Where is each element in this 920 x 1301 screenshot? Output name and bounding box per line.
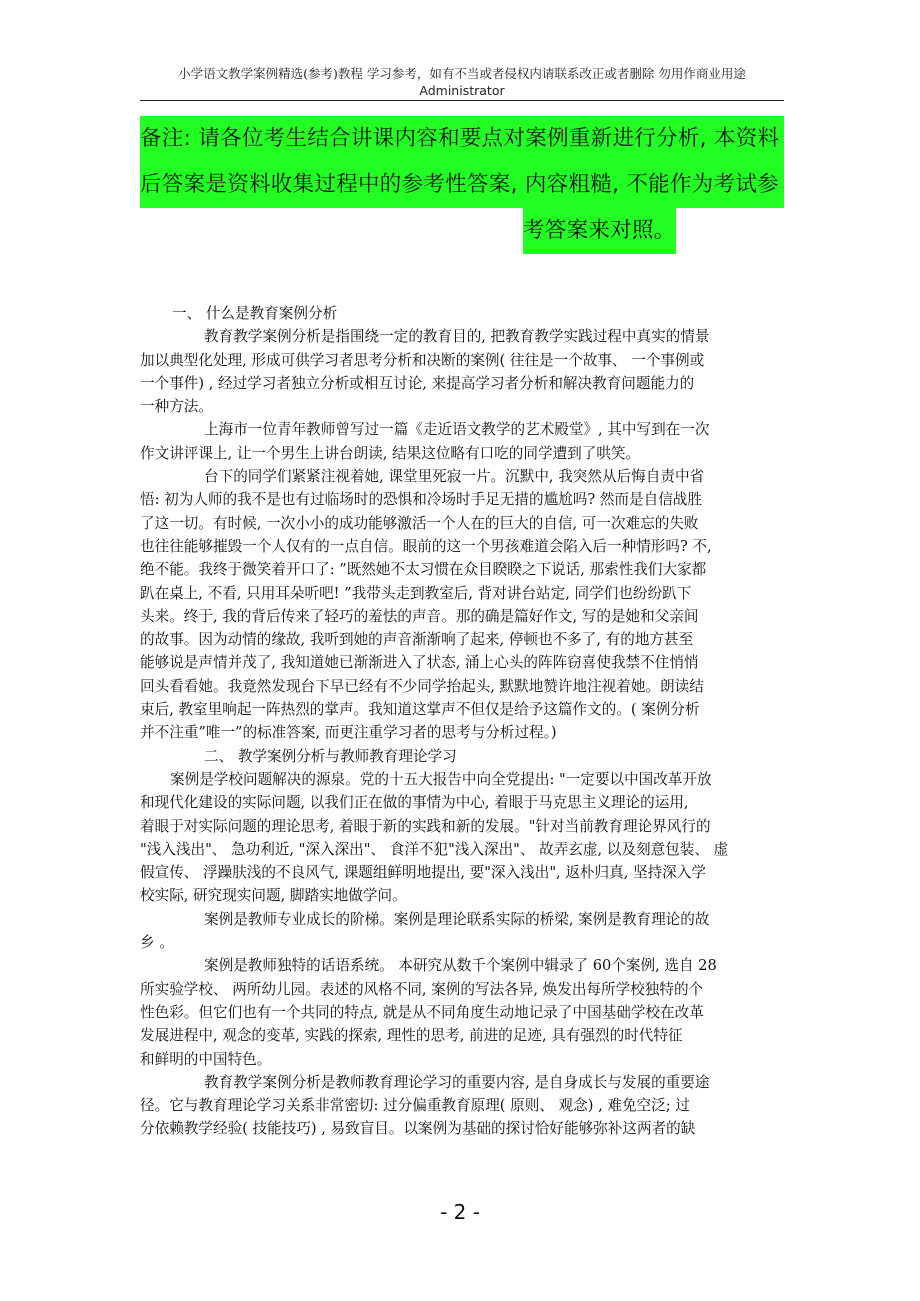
document-body — [140, 302, 790, 1141]
paragraph-line: 乡 。 — [140, 934, 174, 952]
paragraph-line: 并不注重”唯一”的标准答案, 而更注重学习者的思考与分析过程。) — [140, 724, 557, 742]
paragraph-line: 发展进程中, 观念的变革, 实践的探索, 理性的思考, 前进的足迹, 具有强烈的时代特征 — [140, 1027, 683, 1045]
paragraph-line: 也往往能够摧毁一个人仅有的一点自信。眼前的这一个男孩难道会陷入后一种情形吗? 不, — [140, 537, 712, 555]
paragraph-line: 案例是教师专业成长的阶梯。案例是理论联系实际的桥梁, 案例是教育理论的故 — [204, 910, 710, 928]
note-line: 后答案是资料收集过程中的参考性答案, 内容粗糙, 不能作为考试参 — [140, 162, 784, 208]
highlighted-note — [140, 116, 784, 254]
paragraph-line: 分依赖教学经验( 技能技巧) , 易致盲目。以案例为基础的探讨恰好能够弥补这两者的缺 — [140, 1120, 696, 1138]
paragraph-line: 悟: 初为人师的我不是也有过临场时的恐惧和冷场时手足无措的尴尬吗? 然而是自信战胜 — [140, 491, 702, 509]
paragraph-line: 所实验学校、 两所幼儿园。表述的风格不同, 案例的写法各异, 焕发出每所学校独特的个 — [140, 980, 704, 998]
paragraph-line: 径。它与教育理论学习关系非常密切: 过分偏重教育原理( 原则、 观念) , 难免空泛; 过 — [140, 1097, 690, 1115]
paragraph-line: 束后, 教室里响起一阵热烈的掌声。我知道这掌声不但仅是给予这篇作文的。( 案例分析 — [140, 701, 700, 719]
paragraph-line: 教育教学案例分析是教师教育理论学习的重要内容, 是自身成长与发展的重要途 — [204, 1073, 710, 1091]
paragraph-line: 趴在桌上, 不看, 只用耳朵听吧! ”我带头走到教室后, 背对讲台站定, 同学们也纷纷趴下 — [140, 584, 692, 602]
paragraph-line: 假宣传、 浮躁肤浅的不良风气, 课题组鲜明地提出, 要"深入浅出", 返朴归真, 坚持深入学 — [140, 864, 706, 882]
paragraph-line: 的故事。因为动情的缘故, 我听到她的声音渐渐响了起来, 停顿也不多了, 有的地方甚至 — [140, 631, 694, 649]
paragraph-line: 回头看看她。我竟然发现台下早已经有不少同学抬起头, 默默地赞许地注视着她。朗读结 — [140, 677, 704, 695]
paragraph-line: 和鲜明的中国特色。 — [140, 1050, 272, 1068]
paragraph-line: 头来。终于, 我的背后传来了轻巧的羞怯的声音。那的确是篇好作文, 写的是她和父亲间 — [140, 607, 699, 625]
paragraph-line: 台下的同学们紧紧注视着她, 课堂里死寂一片。沉默中, 我突然从后悔自责中省 — [204, 468, 705, 486]
header-title: 小学语文教学案例精选(参考)教程 学习参考，如有不当或者侵权内请联系改正或者删除 勿用作商业用途 — [178, 66, 746, 81]
paragraph-line: 教育教学案例分析是指围绕一定的教育目的, 把教育教学实践过程中真实的情景 — [204, 328, 710, 346]
paragraph-line: 校实际, 研究现实问题, 脚踏实地做学问。 — [140, 887, 407, 905]
paragraph-line: 和现代化建设的实际问题, 以我们正在做的事情为中心, 着眼于马克思主义理论的运用, — [140, 794, 689, 812]
note-line: 备注: 请各位考生结合讲课内容和要点对案例重新进行分析, 本资料 — [140, 116, 784, 162]
paragraph-line: 了这一切。有时候, 一次小小的成功能够激活一个人在的巨大的自信, 可一次难忘的失败 — [140, 514, 699, 532]
paragraph-line: 着眼于对实际问题的理论思考, 着眼于新的实践和新的发展。"针对当前教育理论界风行的 — [140, 817, 711, 835]
paragraph-line: 案例是学校问题解决的源泉。党的十五大报告中向全党提出: "一定要以中国改革开放 — [170, 770, 712, 788]
paragraph-line: 性色彩。但它们也有一个共同的特点, 就是从不同角度生动地记录了中国基础学校在改革 — [140, 1003, 704, 1021]
paragraph-line: 案例是教师独特的话语系统。 本研究从数千个案例中辑录了 60个案例, 选自 28 — [204, 957, 717, 975]
paragraph-line: 一个事件) , 经过学习者独立分析或相互讨论, 来提高学习者分析和解决教育问题能力的 — [140, 374, 695, 392]
paragraph-line: 绝不能。我终于微笑着开口了: ”既然她不太习惯在众目睽睽之下说话, 那索性我们大家都 — [140, 561, 707, 579]
paragraph-line: "浅入浅出"、 急功利近, "深入深出"、 食洋不犯"浅入深出"、 故弄玄虚, 以及刻意包装、 虚 — [140, 840, 729, 858]
header-author: Administrator — [419, 83, 505, 98]
section-heading: 二、 教学案例分析与教师教育理论学习 — [204, 747, 457, 765]
paragraph-line: 一种方法。 — [140, 398, 213, 416]
paragraph-line: 上海市一位青年教师曾写过一篇《走近语文教学的艺术殿堂》, 其中写到在一次 — [204, 421, 710, 439]
paragraph-line: 加以典型化处理, 形成可供学习者思考分析和决断的案例( 往往是一个故事、 一个事例或 — [140, 351, 705, 369]
paragraph-line: 能够说是声情并茂了, 我知道她已渐渐进入了状态, 涌上心头的阵阵窃喜使我禁不住悄悄 — [140, 654, 699, 672]
section-heading: 一、 什么是教育案例分析 — [172, 305, 338, 322]
paragraph-line: 作文讲评课上, 让一个男生上讲台朗读, 结果这位略有口吃的同学遭到了哄笑。 — [140, 444, 641, 462]
page-header — [140, 0, 784, 101]
page-number: - 2 - — [440, 1200, 480, 1224]
note-line: 考答案来对照。 — [523, 208, 676, 254]
